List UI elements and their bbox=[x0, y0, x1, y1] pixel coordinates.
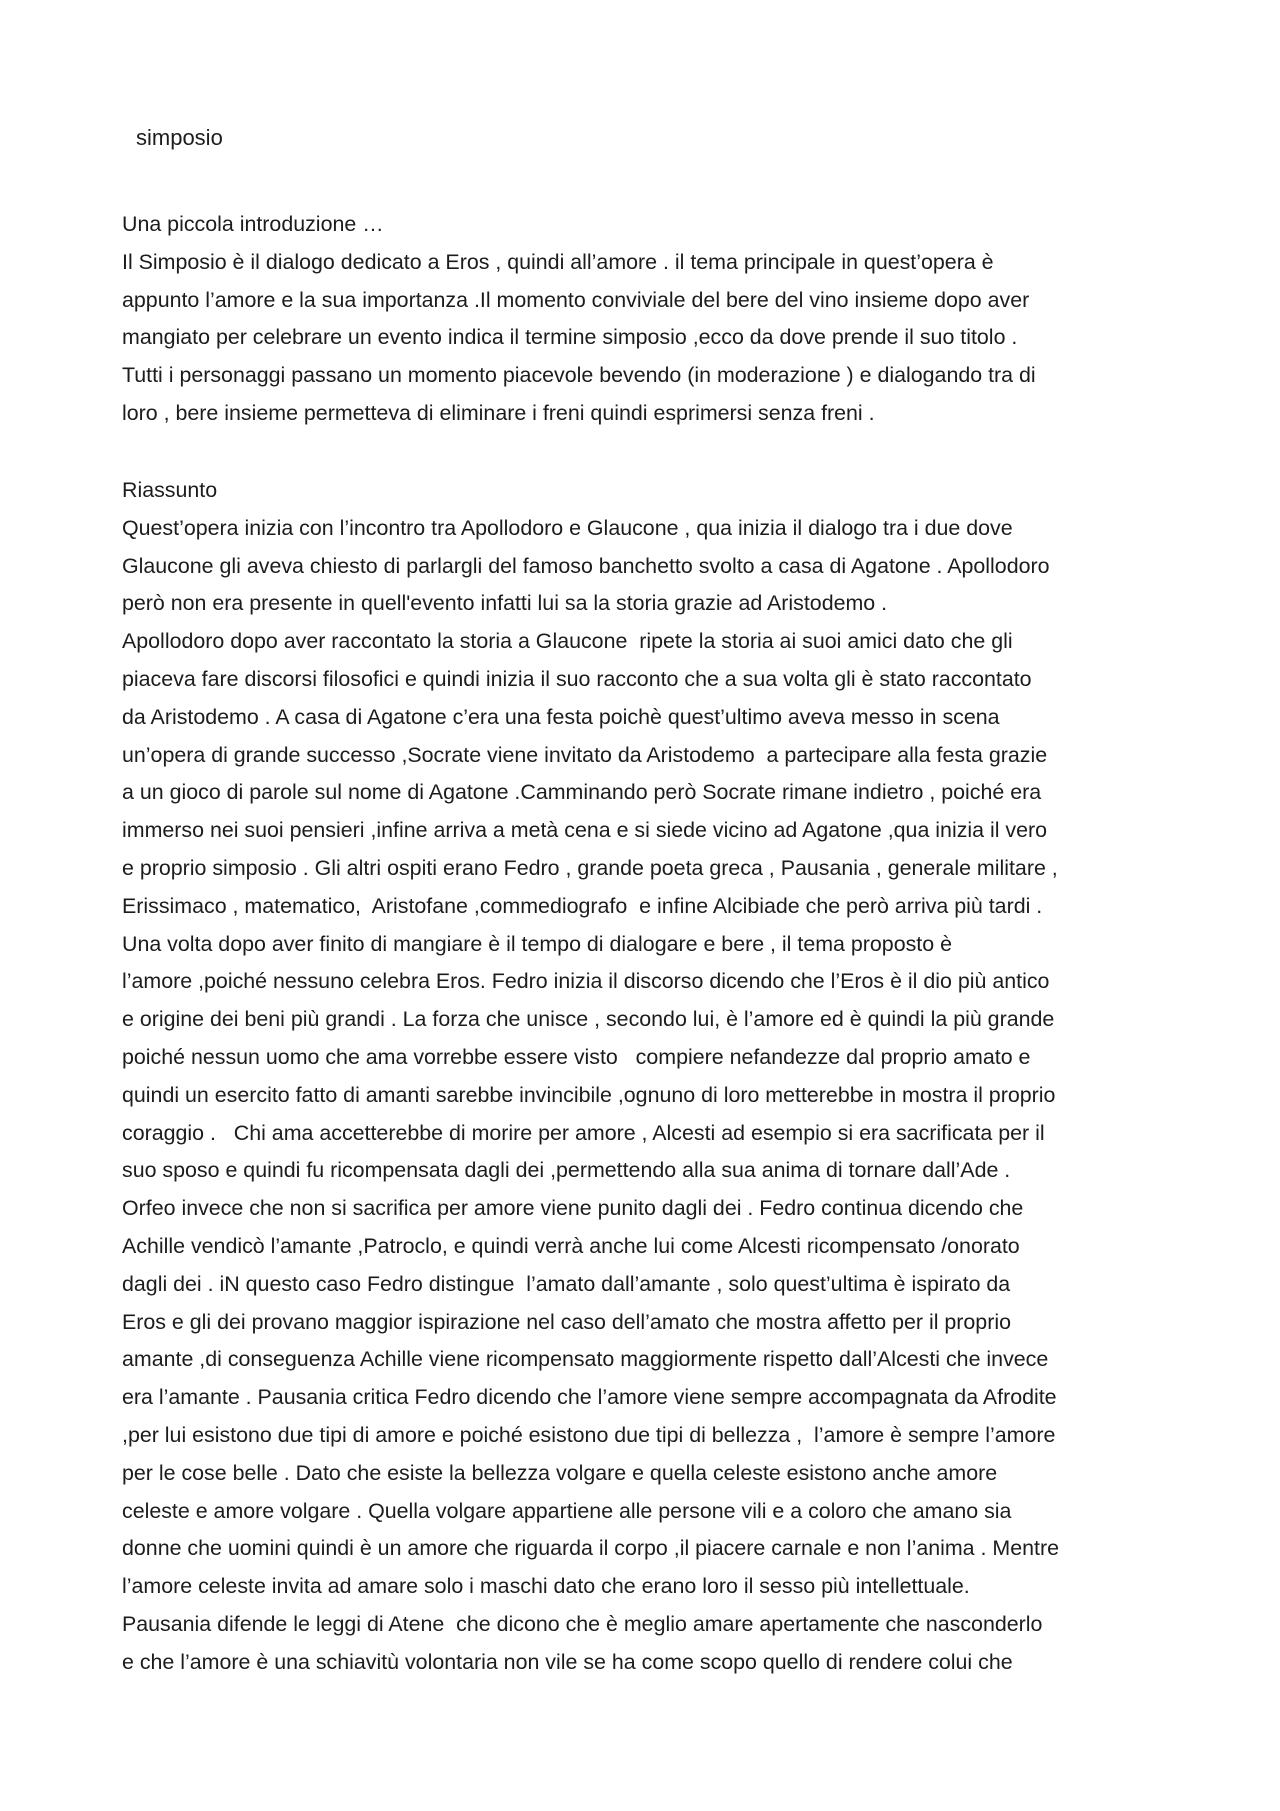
summary-line: un’opera di grande successo ,Socrate viene invitato da Aristodemo a partecipare alla festa grazie bbox=[122, 742, 1048, 767]
summary-line: Quest’opera inizia con l’incontro tra Apollodoro e Glaucone , qua inizia il dialogo tra i due dove bbox=[122, 515, 1013, 540]
summary-line: ,per lui esistono due tipi di amore e poiché esistono due tipi di bellezza , l’amore è sempre l’amore bbox=[122, 1422, 1056, 1447]
summary-line: suo sposo e quindi fu ricompensata dagli dei ,permettendo alla sua anima di tornare dall’Ade . bbox=[122, 1158, 1011, 1183]
summary-line: l’amore ,poiché nessuno celebra Eros. Fedro inizia il discorso dicendo che l’Eros è il dio più antico bbox=[122, 969, 1050, 994]
summary-section bbox=[122, 472, 1182, 1682]
summary-heading: Riassunto bbox=[122, 478, 218, 502]
summary-line: piaceva fare discorsi filosofici e quindi inizia il suo racconto che a sua volta gli è stato raccontato bbox=[122, 666, 1032, 691]
summary-line: Glaucone gli aveva chiesto di parlargli del famoso banchetto svolto a casa di Agatone . Apollodoro bbox=[122, 553, 1050, 578]
document-title: simposio bbox=[136, 125, 223, 150]
summary-line: però non era presente in quell'evento infatti lui sa la storia grazie ad Aristodemo . bbox=[122, 591, 888, 616]
summary-line: per le cose belle . Dato che esiste la bellezza volgare e quella celeste esistono anche amore bbox=[122, 1460, 998, 1485]
intro-line: mangiato per celebrare un evento indica il termine simposio ,ecco da dove prende il suo titolo . bbox=[122, 325, 1018, 350]
summary-line: a un gioco di parole sul nome di Agatone .Camminando però Socrate rimane indietro , poiché era bbox=[122, 780, 1042, 805]
summary-line: donne che uomini quindi è un amore che riguarda il corpo ,il piacere carnale e non l’anima . Mentre bbox=[122, 1536, 1059, 1561]
summary-line: immerso nei suoi pensieri ,infine arriva a metà cena e si siede vicino ad Agatone ,qua inizia il vero bbox=[122, 818, 1048, 843]
summary-line: Achille vendicò l’amante ,Patroclo, e quindi verrà anche lui come Alcesti ricompensato /onorato bbox=[122, 1233, 1020, 1258]
summary-line: coraggio . Chi ama accetterebbe di morire per amore , Alcesti ad esempio si era sacrificata per il bbox=[122, 1120, 1045, 1145]
summary-line: quindi un esercito fatto di amanti sarebbe invincibile ,ognuno di loro metterebbe in mostra il proprio bbox=[122, 1082, 1056, 1107]
summary-line: Pausania difende le leggi di Atene che dicono che è meglio amare apertamente che nasconderlo bbox=[122, 1611, 1043, 1636]
summary-line: e proprio simposio . Gli altri ospiti erano Fedro , grande poeta greca , Pausania , generale militare , bbox=[122, 855, 1058, 880]
summary-line: Orfeo invece che non si sacrifica per amore viene punito dagli dei . Fedro continua dicendo che bbox=[122, 1196, 1024, 1221]
summary-line: dagli dei . iN questo caso Fedro distingue l’amato dall’amante , solo quest’ultima è ispirato da bbox=[122, 1271, 1011, 1296]
intro-line: Tutti i personaggi passano un momento piacevole bevendo (in moderazione ) e dialogando tra di bbox=[122, 363, 1036, 388]
intro-heading: Una piccola introduzione … bbox=[122, 212, 384, 236]
summary-line: Apollodoro dopo aver raccontato la storia a Glaucone ripete la storia ai suoi amici dato che gli bbox=[122, 629, 1013, 654]
summary-line: era l’amante . Pausania critica Fedro dicendo che l’amore viene sempre accompagnata da Afrodite bbox=[122, 1385, 1057, 1410]
summary-line: Eros e gli dei provano maggior ispirazione nel caso dell’amato che mostra affetto per il proprio bbox=[122, 1309, 1011, 1334]
intro-section bbox=[122, 206, 1182, 433]
intro-line: appunto l’amore e la sua importanza .Il momento conviviale del bere del vino insieme dopo aver bbox=[122, 287, 1030, 312]
intro-line: Il Simposio è il dialogo dedicato a Eros , quindi all’amore . il tema principale in quest’opera è bbox=[122, 249, 994, 274]
summary-line: l’amore celeste invita ad amare solo i maschi dato che erano loro il sesso più intellettuale. bbox=[122, 1574, 970, 1599]
summary-line: e che l’amore è una schiavitù volontaria non vile se ha come scopo quello di rendere colui che bbox=[122, 1649, 1013, 1674]
summary-line: e origine dei beni più grandi . La forza che unisce , secondo lui, è l’amore ed è quindi la più grande bbox=[122, 1007, 1055, 1032]
summary-line: Erissimaco , matematico, Aristofane ,commediografo e infine Alcibiade che però arriva più tardi . bbox=[122, 893, 1043, 918]
summary-line: poiché nessun uomo che ama vorrebbe essere visto compiere nefandezze dal proprio amato e bbox=[122, 1044, 1031, 1069]
summary-line: celeste e amore volgare . Quella volgare appartiene alle persone vili e a coloro che amano sia bbox=[122, 1498, 1012, 1523]
summary-line: amante ,di conseguenza Achille viene ricompensato maggiormente rispetto dall’Alcesti che invece bbox=[122, 1347, 1049, 1372]
summary-line: Una volta dopo aver finito di mangiare è il tempo di dialogare e bere , il tema proposto è bbox=[122, 931, 952, 956]
intro-line: loro , bere insieme permetteva di eliminare i freni quindi esprimersi senza freni . bbox=[122, 400, 875, 425]
summary-line: da Aristodemo . A casa di Agatone c’era una festa poichè quest’ultimo aveva messo in scena bbox=[122, 704, 1000, 729]
